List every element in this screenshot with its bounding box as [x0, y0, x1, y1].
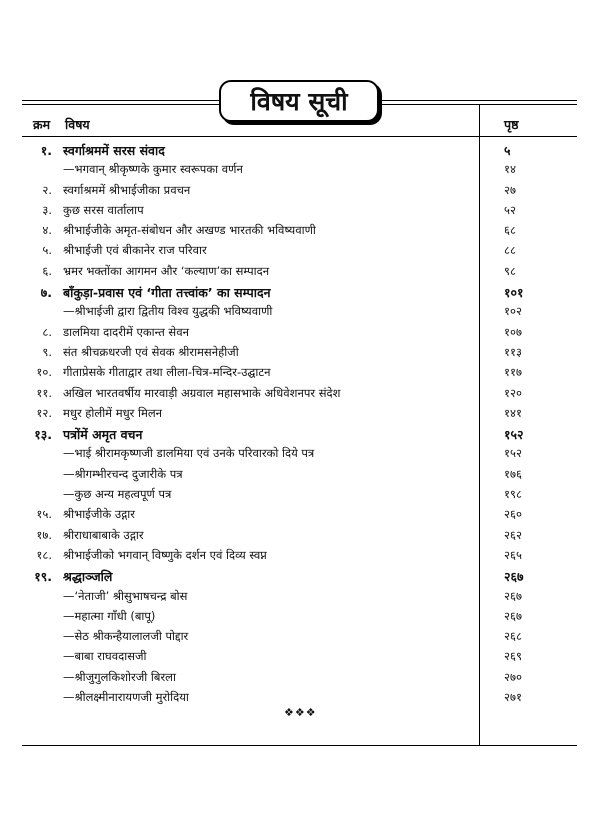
row-subject: —बाबा राघवदासजी: [63, 649, 147, 664]
contents-row: [0, 302, 604, 322]
row-number: २.: [42, 182, 52, 197]
contents-row: [0, 221, 604, 241]
row-subject: श्रीभाईजीके उद्गार: [63, 507, 135, 522]
contents-row: [0, 566, 604, 586]
row-subject: —कुछ अन्य महत्वपूर्ण पत्र: [63, 487, 172, 502]
row-page: २७: [504, 182, 516, 197]
row-subject: —महात्मा गाँधी (बापू): [63, 608, 156, 623]
row-subject: भ्रमर भक्तोंका आगमन और ‘कल्याण’का सम्पादन: [63, 263, 270, 278]
row-number: ११.: [36, 385, 52, 400]
contents-row: [0, 647, 604, 667]
row-page: ११३: [504, 344, 522, 359]
row-page: २६९: [504, 649, 522, 664]
row-page: १०२: [504, 304, 522, 319]
row-subject: गीताप्रेसके गीताद्वार तथा लीला-चित्र-मन्दिर-उद्घाटन: [63, 365, 271, 380]
bottom-rule: [22, 745, 577, 746]
header-page: पृष्ठ: [504, 117, 519, 132]
row-page: १४: [504, 162, 516, 177]
row-subject: मधुर होलीमें मधुर मिलन: [63, 405, 163, 420]
end-ornament: ❖❖❖: [284, 706, 317, 719]
row-subject: —श्रीगम्भीरचन्द दुजारीके पत्र: [63, 466, 183, 481]
row-number: १५.: [36, 507, 52, 522]
row-subject: पत्रोंमें अमृत वचन: [63, 427, 143, 443]
row-subject: —श्रीजुगुलकिशोरजी बिरला: [63, 669, 176, 684]
row-number: १७.: [36, 527, 52, 542]
row-subject: स्वर्गाश्रममें श्रीभाईजीका प्रवचन: [63, 182, 191, 197]
contents-row: [0, 323, 604, 343]
row-subject: बाँकुड़ा-प्रवास एवं ‘गीता तत्त्वांक’ का सम्पादन: [63, 285, 271, 301]
contents-row: [0, 262, 604, 282]
row-page: ५: [504, 143, 511, 158]
row-page: २६८: [504, 629, 522, 644]
row-page: १५२: [504, 446, 522, 461]
row-page: २६७: [504, 569, 524, 585]
row-subject: कुछ सरस वार्तालाप: [63, 202, 144, 217]
row-subject: —श्रीभाईजी द्वारा द्वितीय विश्व युद्धकी भविष्यवाणी: [63, 304, 273, 319]
row-page: ९८: [504, 263, 516, 278]
row-page: १४१: [504, 405, 522, 420]
row-number: १९.: [34, 569, 52, 585]
contents-row: [0, 546, 604, 566]
row-number: ८.: [42, 324, 52, 339]
row-number: १२.: [36, 405, 52, 420]
row-number: ७.: [40, 285, 52, 301]
row-number: ६.: [42, 263, 52, 278]
row-page: २६५: [504, 547, 522, 562]
contents-row: [0, 587, 604, 607]
contents-row: [0, 160, 604, 180]
contents-row: [0, 384, 604, 404]
contents-row: [0, 465, 604, 485]
header-number: क्रम: [33, 117, 51, 132]
contents-row: [0, 282, 604, 302]
contents-row: [0, 404, 604, 424]
row-page: १७६: [504, 466, 522, 481]
contents-row: [0, 140, 604, 160]
row-page: २६७: [504, 588, 522, 603]
row-page: १०१: [504, 285, 524, 301]
row-page: १२०: [504, 385, 522, 400]
contents-row: [0, 444, 604, 464]
row-subject: श्रीराधाबाबाके उद्गार: [63, 527, 144, 542]
row-subject: श्रीभाईजी एवं बीकानेर राज परिवार: [63, 243, 207, 258]
row-number: १३.: [34, 427, 52, 443]
header-rule: [22, 136, 577, 137]
row-subject: श्रीभाईजीको भगवान् विष्णुके दर्शन एवं दिव्य स्वप्न: [63, 547, 267, 562]
row-page: २६२: [504, 527, 522, 542]
row-subject: डालमिया दादरीमें एकान्त सेवन: [63, 324, 189, 339]
contents-row: [0, 241, 604, 261]
contents-row: [0, 201, 604, 221]
contents-row: [0, 668, 604, 688]
row-page: २६७: [504, 608, 522, 623]
row-page: १५२: [504, 427, 524, 443]
row-subject: —‘नेताजी’ श्रीसुभाषचन्द्र बोस: [63, 588, 188, 603]
contents-row: [0, 363, 604, 383]
contents-row: [0, 526, 604, 546]
row-page: ५२: [504, 202, 516, 217]
row-number: १०.: [36, 365, 52, 380]
row-page: १९८: [504, 487, 522, 502]
page-title: विषय सूची: [219, 80, 379, 122]
row-subject: —भगवान् श्रीकृष्णके कुमार स्वरूपका वर्णन: [63, 162, 243, 177]
row-number: १८.: [36, 547, 52, 562]
row-subject: श्रीभाईजीके अमृत-संबोधन और अखण्ड भारतकी भविष्यवाणी: [63, 223, 316, 238]
row-number: ९.: [42, 344, 52, 359]
row-subject: संत श्रीचक्रधरजी एवं सेवक श्रीरामसनेहीजी: [63, 344, 239, 359]
row-page: २७१: [504, 690, 522, 705]
contents-row: [0, 343, 604, 363]
contents-row: [0, 627, 604, 647]
row-subject: अखिल भारतवर्षीय मारवाड़ी अग्रवाल महासभाके अधिवेशनपर संदेश: [63, 385, 341, 400]
row-number: ५.: [42, 243, 52, 258]
row-page: ६८: [504, 223, 516, 238]
contents-row: [0, 424, 604, 444]
contents-row: [0, 607, 604, 627]
contents-row: [0, 181, 604, 201]
row-subject: —भाई श्रीरामकृष्णजी डालमिया एवं उनके परिवारको दिये पत्र: [63, 446, 315, 461]
row-page: ८८: [504, 243, 516, 258]
row-subject: स्वर्गाश्रममें सरस संवाद: [63, 143, 165, 158]
contents-row: [0, 485, 604, 505]
row-page: २७०: [504, 669, 522, 684]
row-number: ३.: [42, 202, 52, 217]
row-number: ४.: [42, 223, 52, 238]
row-subject: श्रद्धाञ्जलि: [63, 569, 113, 585]
row-page: १०७: [504, 324, 522, 339]
row-subject: —सेठ श्रीकन्हैयालालजी पोद्दार: [63, 629, 189, 644]
header-subject: विषय: [65, 117, 90, 132]
contents-list: [0, 140, 604, 708]
row-number: १.: [40, 143, 52, 158]
row-page: ११७: [504, 365, 522, 380]
contents-row: [0, 505, 604, 525]
row-page: २६०: [504, 507, 522, 522]
row-subject: —श्रीलक्ष्मीनारायणजी मुरोदिया: [63, 690, 189, 705]
